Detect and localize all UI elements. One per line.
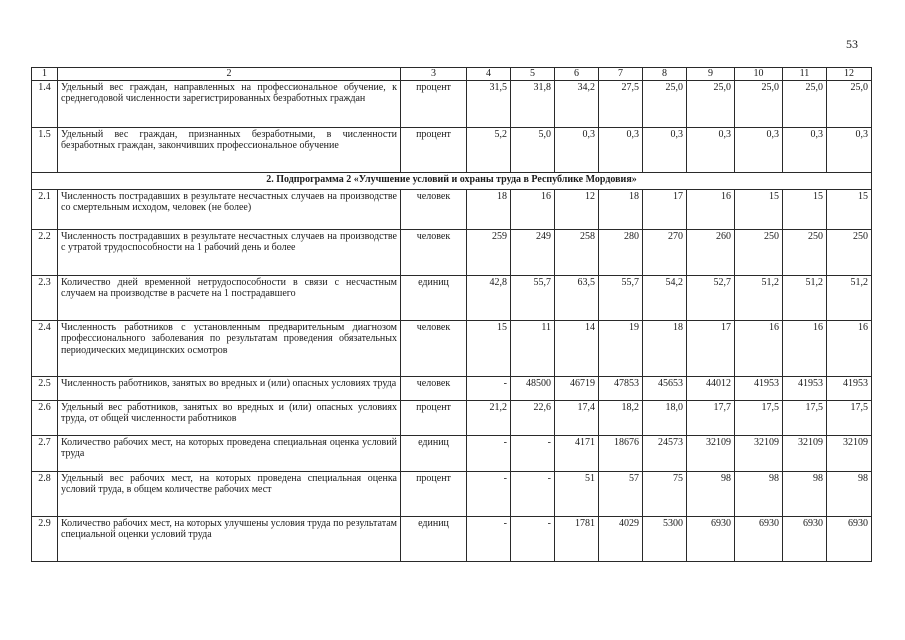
value-cell: - [511,471,555,516]
value-cell: 249 [511,229,555,275]
row-number: 2.9 [32,516,58,561]
value-cell: 5300 [643,516,687,561]
indicator-name: Численность пострадавших в результате несчастных случаев на производстве со смертельным исходом, человек (не более) [58,189,401,229]
unit-cell: человек [401,376,467,400]
header-cell: 2 [58,68,401,81]
value-cell: 42,8 [467,275,511,320]
value-cell: 44012 [687,376,735,400]
table-row [32,275,872,320]
value-cell: 6930 [827,516,872,561]
value-cell: 98 [783,471,827,516]
page-number: 53 [846,37,858,51]
value-cell: 98 [827,471,872,516]
value-cell: 16 [783,320,827,376]
unit-cell: процент [401,80,467,127]
header-cell: 10 [735,68,783,81]
table-body-part-2 [32,189,872,561]
value-cell: 5,0 [511,127,555,172]
value-cell: - [467,376,511,400]
value-cell: 31,8 [511,80,555,127]
value-cell: 98 [735,471,783,516]
value-cell: 24573 [643,435,687,471]
table-row [32,229,872,275]
section-heading: 2. Подпрограмма 2 «Улучшение условий и охраны труда в Республике Мордовия» [32,172,872,189]
value-cell: 32109 [735,435,783,471]
value-cell: 4029 [599,516,643,561]
value-cell: 25,0 [687,80,735,127]
value-cell: 41953 [735,376,783,400]
table-row [32,471,872,516]
header-cell: 9 [687,68,735,81]
header-cell: 4 [467,68,511,81]
header-cell: 1 [32,68,58,81]
value-cell: 25,0 [643,80,687,127]
value-cell: 1781 [555,516,599,561]
indicator-name: Количество рабочих мест, на которых улучшены условия труда по результатам специальной оценки условий труда [58,516,401,561]
row-number: 2.3 [32,275,58,320]
value-cell: - [511,435,555,471]
value-cell: 25,0 [783,80,827,127]
row-number: 2.7 [32,435,58,471]
value-cell: 57 [599,471,643,516]
value-cell: 51,2 [735,275,783,320]
unit-cell: человек [401,320,467,376]
value-cell: 19 [599,320,643,376]
unit-cell: процент [401,400,467,435]
unit-cell: процент [401,471,467,516]
value-cell: 34,2 [555,80,599,127]
row-number: 2.5 [32,376,58,400]
value-cell: 75 [643,471,687,516]
value-cell: 17 [687,320,735,376]
value-cell: 16 [511,189,555,229]
value-cell: 0,3 [687,127,735,172]
value-cell: 0,3 [827,127,872,172]
table-header-row [32,68,872,81]
unit-cell: человек [401,189,467,229]
value-cell: 6930 [735,516,783,561]
value-cell: 27,5 [599,80,643,127]
value-cell: 6930 [687,516,735,561]
indicators-table [31,67,872,562]
value-cell: 17,5 [827,400,872,435]
value-cell: 5,2 [467,127,511,172]
value-cell: 12 [555,189,599,229]
value-cell: 25,0 [827,80,872,127]
unit-cell: единиц [401,516,467,561]
value-cell: 0,3 [735,127,783,172]
value-cell: 250 [827,229,872,275]
value-cell: - [467,516,511,561]
row-number: 2.6 [32,400,58,435]
indicator-name: Удельный вес граждан, направленных на профессиональное обучение, к среднегодовой численности зарегистрированных безработных граждан [58,80,401,127]
header-cell: 8 [643,68,687,81]
value-cell: 0,3 [599,127,643,172]
value-cell: 47853 [599,376,643,400]
value-cell: 15 [735,189,783,229]
table-row [32,189,872,229]
table-row [32,320,872,376]
value-cell: 55,7 [599,275,643,320]
row-number: 1.5 [32,127,58,172]
value-cell: 98 [687,471,735,516]
header-cell: 11 [783,68,827,81]
row-number: 2.2 [32,229,58,275]
value-cell: 51,2 [827,275,872,320]
table-body-part-1 [32,68,872,173]
value-cell: 17,4 [555,400,599,435]
value-cell: 260 [687,229,735,275]
value-cell: 51,2 [783,275,827,320]
table-row [32,127,872,172]
value-cell: 17,5 [783,400,827,435]
value-cell: 259 [467,229,511,275]
unit-cell: человек [401,229,467,275]
value-cell: 18 [643,320,687,376]
value-cell: 21,2 [467,400,511,435]
value-cell: 18,2 [599,400,643,435]
indicator-name: Количество дней временной нетрудоспособности в связи с несчастным случаем на производстве в расчете на 1 пострадавшего [58,275,401,320]
row-number: 1.4 [32,80,58,127]
value-cell: 51 [555,471,599,516]
value-cell: 15 [467,320,511,376]
table-row [32,516,872,561]
value-cell: - [511,516,555,561]
value-cell: 6930 [783,516,827,561]
indicator-name: Удельный вес граждан, признанных безработными, в численности безработных граждан, закончивших профессиональное обучение [58,127,401,172]
value-cell: 0,3 [555,127,599,172]
value-cell: 280 [599,229,643,275]
value-cell: 45653 [643,376,687,400]
unit-cell: единиц [401,435,467,471]
table-row [32,376,872,400]
value-cell: 55,7 [511,275,555,320]
header-cell: 6 [555,68,599,81]
value-cell: 15 [783,189,827,229]
section-heading-body [32,172,872,189]
unit-cell: единиц [401,275,467,320]
value-cell: 14 [555,320,599,376]
value-cell: 250 [783,229,827,275]
value-cell: 41953 [827,376,872,400]
indicator-name: Количество рабочих мест, на которых проведена специальная оценка условий труда [58,435,401,471]
value-cell: 250 [735,229,783,275]
value-cell: 4171 [555,435,599,471]
value-cell: 18 [467,189,511,229]
value-cell: 17,5 [735,400,783,435]
indicator-name: Численность работников, занятых во вредных и (или) опасных условиях труда [58,376,401,400]
value-cell: 46719 [555,376,599,400]
value-cell: 25,0 [735,80,783,127]
indicator-name: Численность работников с установленным предварительным диагнозом профессионального заболевания по результатам проведения обязательных периодических медицинских осмотров [58,320,401,376]
indicator-name: Численность пострадавших в результате несчастных случаев на производстве с утратой трудоспособности на 1 рабочий день и более [58,229,401,275]
value-cell: 32109 [783,435,827,471]
value-cell: 52,7 [687,275,735,320]
value-cell: 22,6 [511,400,555,435]
value-cell: 16 [827,320,872,376]
table-row [32,80,872,127]
value-cell: 17 [643,189,687,229]
value-cell: 41953 [783,376,827,400]
table-row [32,400,872,435]
indicator-name: Удельный вес рабочих мест, на которых проведена специальная оценка условий труда, в общем количестве рабочих мест [58,471,401,516]
value-cell: 48500 [511,376,555,400]
row-number: 2.1 [32,189,58,229]
value-cell: 54,2 [643,275,687,320]
unit-cell: процент [401,127,467,172]
value-cell: 258 [555,229,599,275]
value-cell: 0,3 [783,127,827,172]
value-cell: 15 [827,189,872,229]
value-cell: 270 [643,229,687,275]
value-cell: 32109 [687,435,735,471]
value-cell: 16 [687,189,735,229]
value-cell: 32109 [827,435,872,471]
value-cell: - [467,471,511,516]
table-row [32,435,872,471]
indicator-name: Удельный вес работников, занятых во вредных и (или) опасных условиях труда, от общей численности работников [58,400,401,435]
row-number: 2.4 [32,320,58,376]
value-cell: 31,5 [467,80,511,127]
section-heading-row [32,172,872,189]
value-cell: 63,5 [555,275,599,320]
row-number: 2.8 [32,471,58,516]
header-cell: 7 [599,68,643,81]
header-cell: 5 [511,68,555,81]
value-cell: 0,3 [643,127,687,172]
value-cell: 17,7 [687,400,735,435]
value-cell: 18,0 [643,400,687,435]
value-cell: 11 [511,320,555,376]
value-cell: 18 [599,189,643,229]
value-cell: 16 [735,320,783,376]
value-cell: - [467,435,511,471]
value-cell: 18676 [599,435,643,471]
header-cell: 12 [827,68,872,81]
header-cell: 3 [401,68,467,81]
